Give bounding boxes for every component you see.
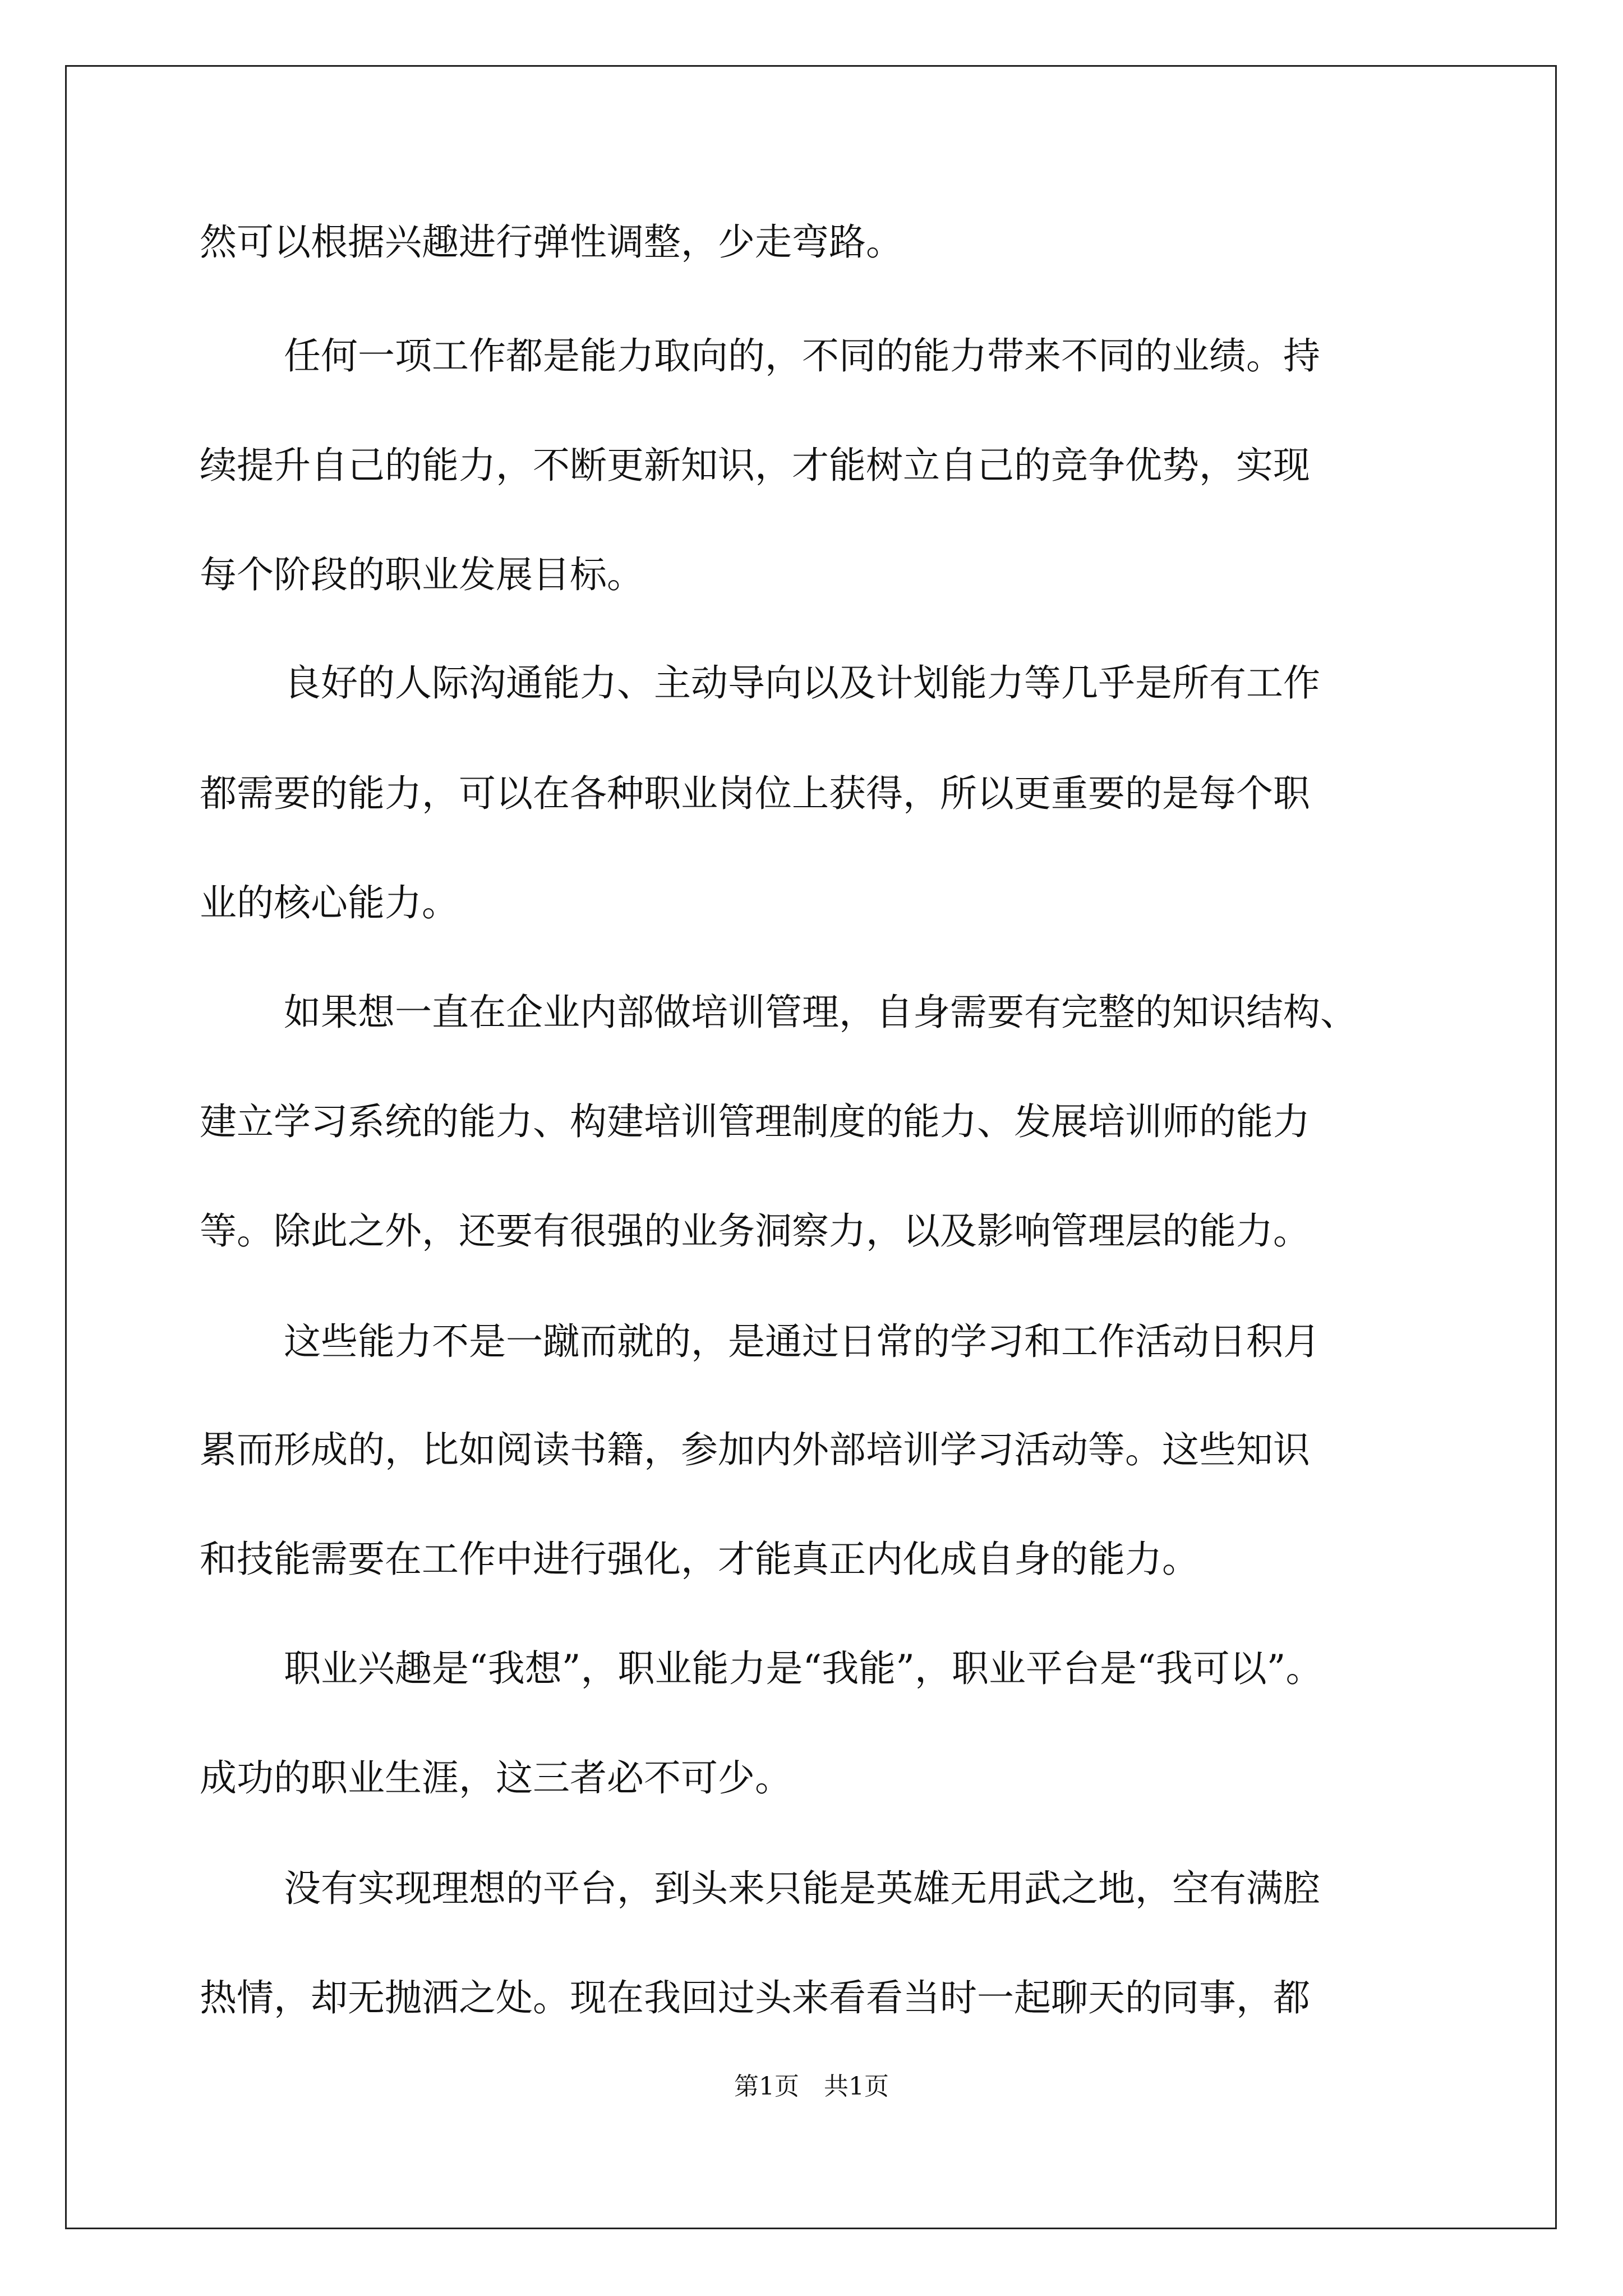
- text-line: 都需要的能力，可以在各种职业岗位上获得，所以更重要的是每个职: [200, 772, 1310, 815]
- text-line: 任何一项工作都是能力取向的，不同的能力带来不同的业绩。持: [284, 334, 1320, 378]
- text-line: 成功的职业生涯，这三者必不可少。: [200, 1756, 792, 1800]
- text-line: 没有实现理想的平台，到头来只能是英雄无用武之地，空有满腔: [284, 1867, 1320, 1910]
- text-line: 然可以根据兴趣进行弹性调整，少走弯路。: [200, 220, 903, 264]
- text-line: 职业兴趣是“我想”，职业能力是“我能”，职业平台是“我可以”。: [284, 1647, 1323, 1690]
- text-line: 良好的人际沟通能力、主动导向以及计划能力等几乎是所有工作: [284, 661, 1320, 705]
- page-footer: 第1页 共1页: [734, 2072, 889, 2101]
- text-line: 如果想一直在企业内部做培训管理，自身需要有完整的知识结构、: [284, 991, 1357, 1034]
- text-line: 建立学习系统的能力、构建培训管理制度的能力、发展培训师的能力: [200, 1100, 1310, 1143]
- text-line: 每个阶段的职业发展目标。: [200, 553, 644, 596]
- text-line: 这些能力不是一蹴而就的，是通过日常的学习和工作活动日积月: [284, 1320, 1320, 1363]
- text-line: 和技能需要在工作中进行强化，才能真正内化成自身的能力。: [200, 1538, 1199, 1581]
- text-line: 累而形成的，比如阅读书籍，参加内外部培训学习活动等。这些知识: [200, 1428, 1310, 1471]
- text-line: 热情，却无抛洒之处。现在我回过头来看看当时一起聊天的同事，都: [200, 1976, 1310, 2019]
- text-line: 业的核心能力。: [200, 881, 459, 924]
- text-line: 续提升自己的能力，不断更新知识，才能树立自己的竞争优势，实现: [200, 444, 1310, 487]
- text-line: 等。除此之外，还要有很强的业务洞察力，以及影响管理层的能力。: [200, 1209, 1310, 1253]
